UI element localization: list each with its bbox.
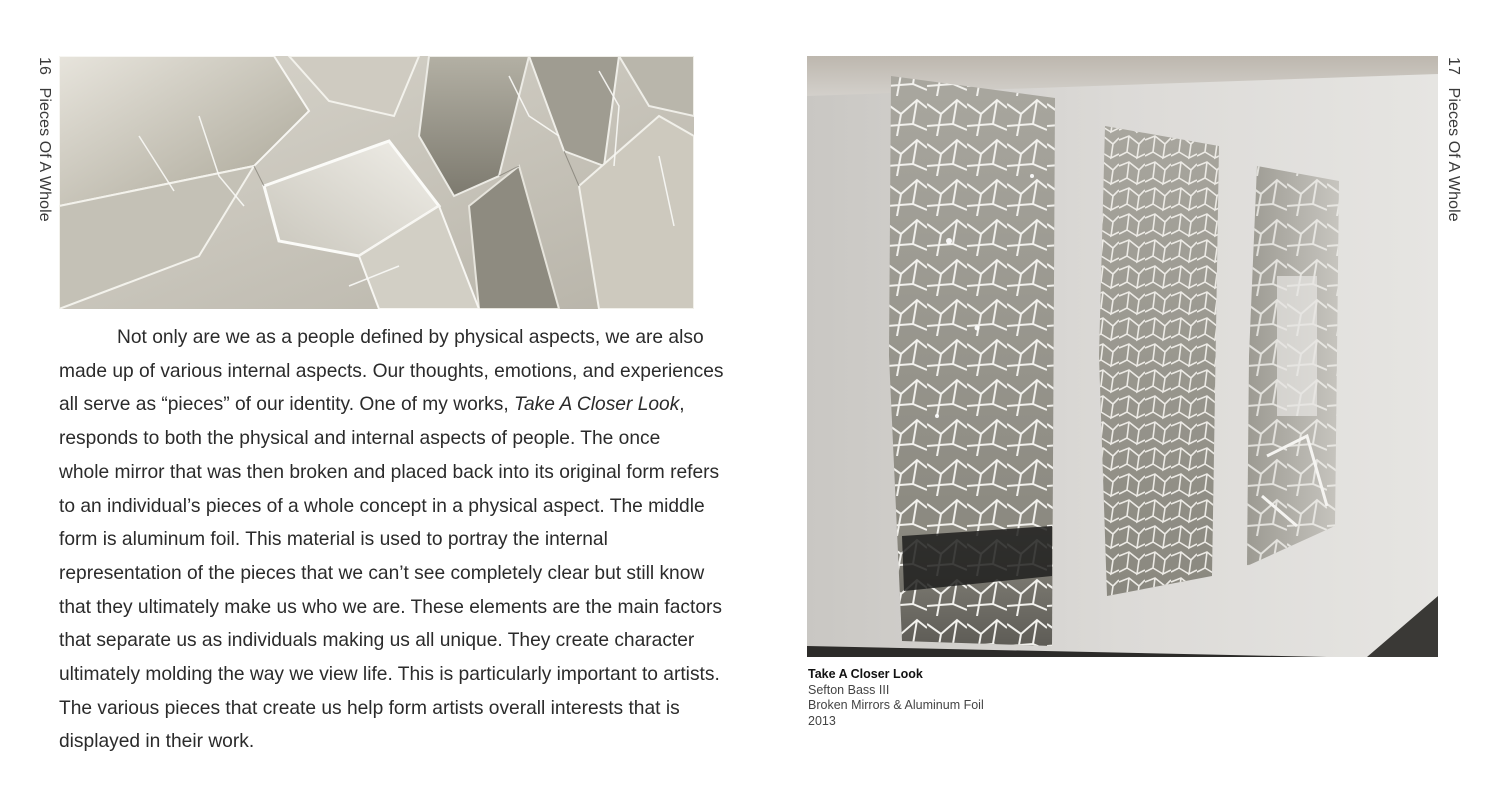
caption-medium: Broken Mirrors & Aluminum Foil xyxy=(808,698,984,712)
installation-image xyxy=(807,56,1438,657)
running-head-left xyxy=(35,57,53,222)
right-page xyxy=(750,0,1500,808)
body-line: whole mirror that was then broken and placed back into its original form refers xyxy=(59,461,720,483)
body-line: to an individual’s pieces of a whole concept in a physical aspect. The middle xyxy=(59,495,705,517)
broken-mirror-closeup-illustration xyxy=(59,56,694,309)
artwork-title-inline: Take A Closer Look xyxy=(513,394,680,416)
body-line: Not only are we as a people defined by physical aspects, we are also xyxy=(117,327,704,348)
body-line: that they ultimately make us who we are. These elements are the main factors xyxy=(59,596,722,618)
broken-mirror-closeup-image xyxy=(59,56,694,309)
body-line: that separate us as individuals making us all unique. They create character xyxy=(59,630,695,652)
image-caption xyxy=(808,667,984,729)
running-head-title-left: Pieces Of A Whole xyxy=(36,87,53,222)
body-line-text: , xyxy=(679,394,685,416)
page-number-left: 16 xyxy=(36,57,53,75)
body-line: made up of various internal aspects. Our thoughts, emotions, and experiences xyxy=(59,360,724,382)
body-line: responds to both the physical and internal aspects of people. The once xyxy=(59,428,661,450)
body-text xyxy=(59,321,724,759)
page-number-right: 17 xyxy=(1445,57,1462,75)
body-line xyxy=(59,388,709,422)
body-line: displayed in their work. xyxy=(59,731,255,753)
body-line: form is aluminum foil. This material is used to portray the internal xyxy=(59,529,608,551)
caption-title: Take A Closer Look xyxy=(808,667,923,681)
body-line-text: all serve as “pieces” of our identity. One of my works, xyxy=(59,394,514,416)
body-line: ultimately molding the way we view life. This is particularly important to artists. xyxy=(59,664,720,686)
installation-illustration xyxy=(807,56,1438,657)
running-head-title-right: Pieces Of A Whole xyxy=(1445,87,1462,222)
running-head-right xyxy=(1444,57,1462,222)
caption-artist: Sefton Bass III xyxy=(808,682,890,697)
body-line: representation of the pieces that we can’t see completely clear but still know xyxy=(59,562,705,584)
caption-year: 2013 xyxy=(808,713,836,728)
body-line: The various pieces that create us help form artists overall interests that is xyxy=(59,697,680,719)
